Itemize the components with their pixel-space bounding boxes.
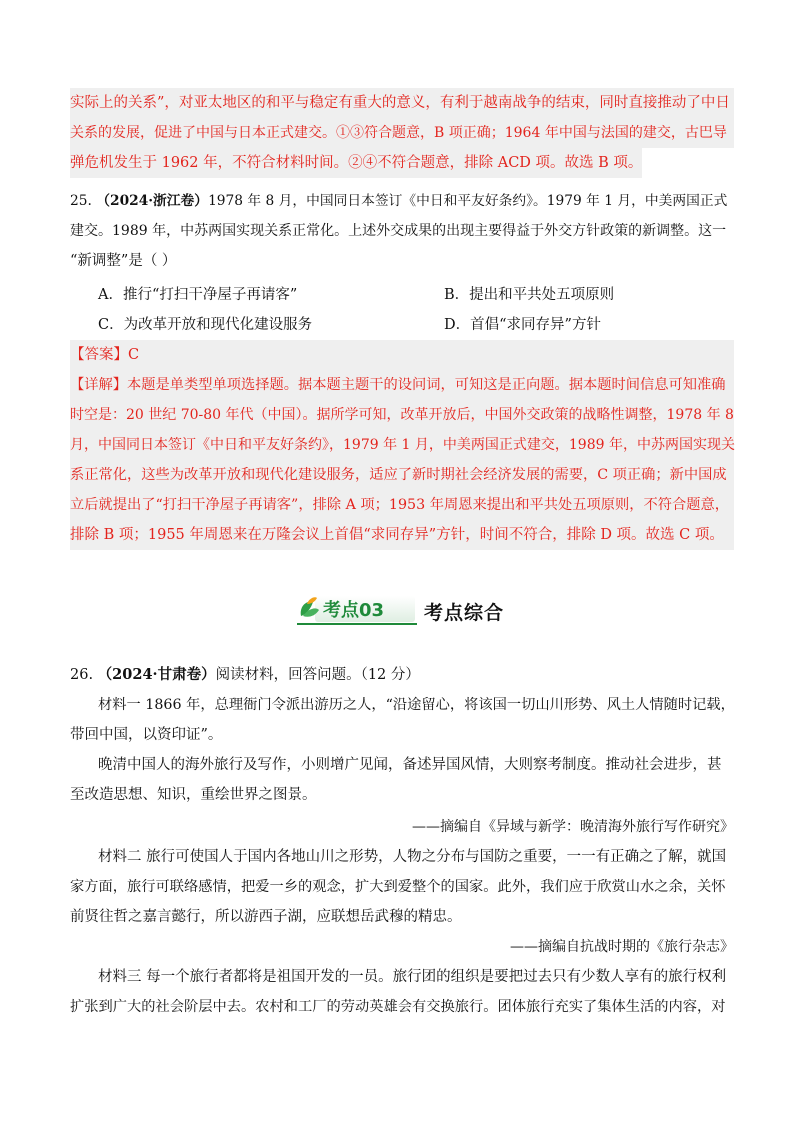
material1-source: ——摘编自《异域与新学：晚清海外旅行写作研究》 [412,819,734,835]
q25-stem-line-1 [70,186,734,216]
detail-text-1: 本题是单类型单项选择题。据本题主题干的设问词，可知这是正向题。据本题时间信息可知准确 [127,377,726,393]
q25-option-c: C．为改革开放和现代化建设服务 [98,317,313,333]
detail-label: 【详解】 [70,377,128,393]
prev-answer-line-2: 关系的发展，促进了中国与日本正式建交。①③符合题意，B 项正确；1964 年中国与法国的建交，古巴导 [70,118,734,148]
material1-line-2: 带回中国，以资印证”。 [70,727,223,743]
material3-line-1: 材料三 每一个旅行者都将是祖国开发的一员。旅行团的组织是要把过去只有少数人享有的旅行权利 [98,969,727,985]
material3-line-2: 扩张到广大的社会阶层中去。农村和工厂的劳动英雄会有交换旅行。团体旅行充实了集体生活的内容，对 [70,999,726,1015]
answer-value: C [128,347,140,363]
section-header [293,592,533,632]
prev-answer-line-3: 弹危机发生于 1962 年，不符合材料时间。②④不符合题意，排除 ACD 项。故选 B 项。 [70,148,642,178]
material1b-line-1: 晚清中国人的海外旅行及写作，小则增广见闻，备述异国风情，大则察考制度。推动社会进步，甚 [98,757,722,773]
q26-number: 26. [70,667,94,683]
q25-option-b: B．提出和平共处五项原则 [444,287,615,303]
q25-option-a: A．推行“打扫干净屋子再请客” [98,287,298,303]
q25-detail-line-6: 排除 B 项；1955 年周恩来在万隆会议上首倡“求同存异”方针，时间不符合，排除 D 项。故选 C 项。 [70,520,734,550]
material2-line-2: 家方面，旅行可联络感情，把爱一乡的观念，扩大到爱整个的国家。此外，我们应于欣赏山水之余，关怀 [70,879,726,895]
q25-detail-line-4: 系正常化，这些为改革开放和现代化建设服务，适应了新时期社会经济发展的需要，C 项正确；新中国成 [70,460,734,490]
prev-answer-line-1: 实际上的关系”，对亚太地区的和平与稳定有重大的意义，有利于越南战争的结束，同时直接推动了中日 [70,88,734,118]
material2-line-1: 材料二 旅行可使国人于国内各地山川之形势，人物之分布与国防之重要，一一有正确之了解，就国 [98,849,727,865]
q26-stem [70,660,734,690]
material1b-line-2: 至改造思想、知识，重绘世界之图景。 [70,787,317,803]
q25-stem-line-3: “新调整”是（ ） [70,253,177,269]
q25-detail-line-3: 月，中国同日本签订《中日和平友好条约》，1979 年 1 月，中美两国正式建交，1989 年，中苏两国实现关 [70,430,734,460]
section-badge [293,592,417,628]
q25-source: （2024·浙江卷） [96,193,209,209]
section-badge-text: 考点03 [323,600,385,621]
material2-source: ——摘编自抗战时期的《旅行杂志》 [510,939,734,955]
q25-detail-line-2: 时空是：20 世纪 70-80 年代（中国）。据所学可知，改革开放后，中国外交政策的战略性调整，1978 年 8 [70,400,734,430]
q25-answer [70,340,734,370]
q25-number: 25. [70,193,92,209]
q25-stem-text-1: 1978 年 8 月，中国同日本签订《中日和平友好条约》。1979 年 1 月，中美两国正式 [208,193,728,209]
section-title: 考点综合 [424,602,505,624]
q26-source: （2024·甘肃卷） [97,666,216,683]
material2-line-3: 前贤往哲之嘉言懿行，所以游西子湖，应联想岳武穆的精忠。 [70,909,462,925]
q25-stem-line-2: 建交。1989 年，中苏两国实现关系正常化。上述外交成果的出现主要得益于外交方针政策的新调整。这一 [70,223,727,239]
answer-label: 【答案】 [70,347,128,363]
q25-detail-line-1 [70,370,734,400]
q25-detail-line-5: 立后就提出了“打扫干净屋子再请客”，排除 A 项；1953 年周恩来提出和平共处五项原则，不符合题意， [70,490,734,520]
q26-stem-text: 阅读材料，回答问题。（12 分） [215,667,420,683]
material1-line-1: 材料一 1866 年，总理衙门令派出游历之人，“沿途留心，将该国一切山川形势、风土人情随时记载， [98,697,735,713]
q25-option-d: D．首倡“求同存异”方针 [444,317,601,333]
